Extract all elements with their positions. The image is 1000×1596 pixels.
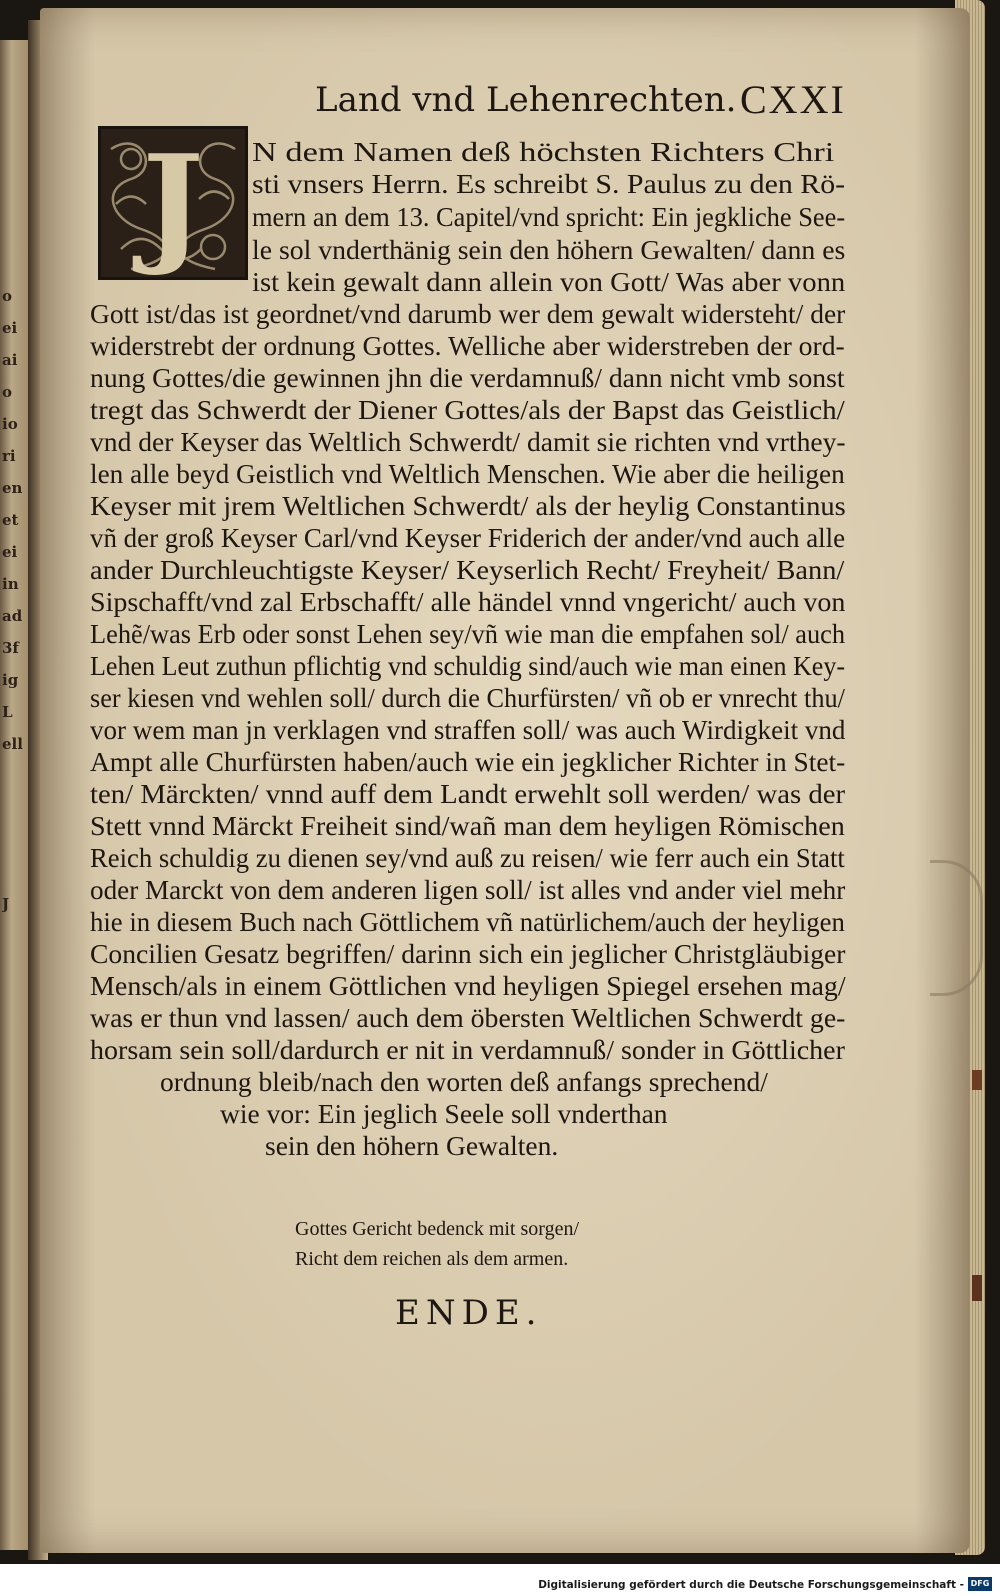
- text-line: sein den höhern Gewalten.: [265, 1130, 559, 1161]
- text-line: ist kein gewalt dann allein von Gott/ Was aber vonn: [252, 266, 846, 297]
- text-line: nung Gottes/die gewinnen jhn die verdamnuß/ dann nicht vmb sonst: [90, 362, 845, 393]
- margin-fragment: ai: [2, 351, 18, 369]
- margin-fragment: L: [2, 703, 13, 721]
- text-line: Sipschafft/vnd zal Erbschafft/ alle händel vnnd vngericht/ auch von: [90, 586, 846, 617]
- text-line: wie vor: Ein jeglich Seele soll vnderthan: [220, 1098, 668, 1129]
- text-line: mern an dem 13. Capitel/vnd spricht: Ein jegkliche See-: [252, 201, 846, 232]
- text-line: vnd der Keyser das Weltlich Schwerdt/ damit sie richten vnd vrthey-: [90, 426, 846, 457]
- margin-fragment: ig: [2, 671, 19, 689]
- left-page-edge: [0, 40, 28, 1550]
- text-line: Keyser mit jrem Weltlichen Schwerdt/ als der heylig Constantinus: [90, 490, 846, 521]
- text-line: N dem Namen deß höchsten Richters Chri: [252, 136, 835, 167]
- text-line: len alle beyd Geistlich vnd Weltlich Menschen. Wie aber die heiligen: [90, 458, 845, 489]
- margin-fragment: [2, 824, 26, 856]
- text-line: Stett vnnd Märckt Freiheit sind/wañ man dem heyligen Römischen: [90, 810, 845, 841]
- margin-fragment: et: [2, 511, 19, 529]
- margin-fragment: o: [2, 383, 13, 401]
- text-line: Mensch/als in einem Göttlichen vnd heyligen Spiegel ersehen mag/: [90, 970, 846, 1001]
- margin-fragment: o: [2, 287, 13, 305]
- margin-fragment: ri: [2, 447, 16, 465]
- motto-line: Gottes Gericht bedenck mit sorgen/: [295, 1218, 580, 1240]
- margin-fragment: io: [2, 415, 18, 433]
- page-tab: [972, 1070, 982, 1090]
- folio-number: CXXI: [740, 77, 846, 122]
- decorated-initial: [98, 126, 248, 280]
- text-line: was er thun vnd lassen/ auch dem öbersten Weltlichen Schwerdt ge-: [90, 1002, 846, 1033]
- text-line: le sol vnderthänig sein den höhern Gewalten/ dann es: [252, 234, 846, 265]
- motto-line: Richt dem reichen als dem armen.: [295, 1248, 569, 1270]
- margin-fragment: ad: [2, 607, 23, 625]
- dfg-logo-icon: DFG: [968, 1577, 992, 1591]
- margin-fragment: J: [2, 895, 10, 913]
- page-clip-mark: [930, 860, 983, 996]
- text-line: ander Durchleuchtigste Keyser/ Keyserlich Recht/ Freyheit/ Bann/: [90, 554, 845, 585]
- text-line: ordnung bleib/nach den worten deß anfangs sprechend/: [160, 1066, 768, 1097]
- text-line: horsam sein soll/dardurch er nit in verdamnuß/ sonder in Göttlicher: [90, 1034, 845, 1065]
- closing-word: ENDE.: [395, 1293, 543, 1333]
- text-line: Ampt alle Churfürsten haben/auch wie ein jegklicher Richter in Stet-: [90, 746, 846, 777]
- text-line: sti vnsers Herrn. Es schreibt S. Paulus zu den Rö-: [252, 168, 846, 199]
- text-line: vor wem man jn verklagen vnd straffen soll/ was auch Wirdigkeit vnd: [90, 714, 846, 745]
- margin-fragment: 3f: [2, 639, 19, 657]
- margin-fragment: [2, 792, 26, 824]
- text-line: hie in diesem Buch nach Göttlichem vñ natürlichem/auch der heyligen: [90, 906, 845, 937]
- text-line: Reich schuldig zu dienen sey/vnd auß zu reisen/ wie ferr auch ein Statt: [90, 842, 845, 873]
- margin-fragment: in: [2, 575, 19, 593]
- margin-fragment: [2, 760, 26, 792]
- initial-letter: J: [142, 126, 204, 279]
- text-line: Lehen Leut zuthun pflichtig vnd schuldig sind/auch wie man einen Key-: [90, 650, 846, 681]
- running-head: Land vnd Lehenrechten.: [315, 80, 737, 120]
- book-page: [40, 8, 970, 1553]
- text-line: ser kiesen vnd wehlen soll/ durch die Churfürsten/ vñ ob er vnrecht thu/: [90, 682, 845, 713]
- funding-credit: Digitalisierung gefördert durch die Deutsche Forschungsgemeinschaft -: [538, 1579, 964, 1591]
- page-tab: [972, 1275, 982, 1301]
- margin-fragment: ei: [2, 319, 18, 337]
- text-line: vñ der groß Keyser Carl/vnd Keyser Friderich der ander/vnd auch alle: [90, 522, 846, 553]
- left-margin-text: [2, 280, 26, 920]
- text-line: Concilien Gesatz begriffen/ darinn sich ein jeglicher Christgläubiger: [90, 938, 846, 969]
- text-line: oder Marckt von dem anderen ligen soll/ ist alles vnd ander viel mehr: [90, 874, 846, 905]
- text-line: widerstrebt der ordnung Gottes. Welliche aber widerstreben der ord-: [90, 330, 845, 361]
- margin-fragment: ell: [2, 735, 23, 753]
- text-line: Lehẽ/was Erb oder sonst Lehen sey/vñ wie man die empfahen sol/ auch: [90, 618, 846, 649]
- text-line: Gott ist/das ist geordnet/vnd darumb wer dem gewalt widersteht/ der: [90, 298, 846, 329]
- text-line: tregt das Schwerdt der Diener Gottes/als der Bapst das Geistlich/: [90, 394, 845, 425]
- text-line: ten/ Märckten/ vnnd auff dem Landt erwehlt soll werden/ was der: [90, 778, 846, 809]
- margin-fragment: en: [2, 479, 23, 497]
- margin-fragment: ei: [2, 543, 18, 561]
- margin-fragment: [2, 856, 26, 888]
